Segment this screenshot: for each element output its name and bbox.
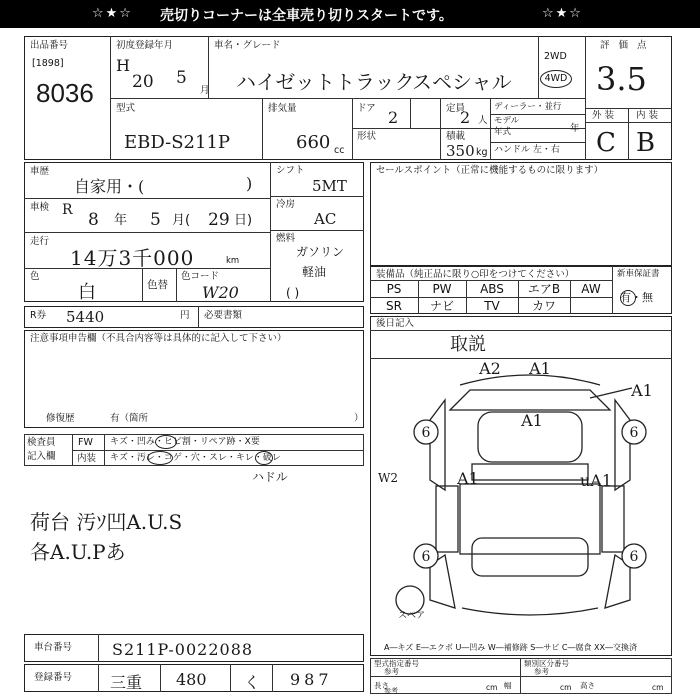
disp-unit: cc — [334, 145, 345, 156]
mark-w2: W2 — [378, 471, 398, 485]
chassis-value: S211P-0022088 — [112, 640, 254, 659]
inspector-label-1: 検査員 — [27, 437, 56, 448]
equipment-item: SR — [386, 298, 402, 313]
scuff-circle-mark — [255, 451, 273, 465]
right-front-fender — [615, 400, 630, 490]
equipment-label: 装備品（純正品に限り○印をつけてください） — [376, 269, 575, 280]
model-year-label2: 年式 — [494, 127, 512, 137]
cm-2: cm — [560, 683, 572, 692]
score: 3.5 — [596, 60, 647, 98]
tire-mark: 6 — [421, 425, 431, 441]
right-bed-side — [602, 486, 624, 552]
grade: スペシャル — [412, 70, 512, 94]
registration-number: 987 — [290, 670, 333, 689]
type-value: EBD-S211P — [124, 132, 231, 153]
insp-day-unit: 日) — [234, 213, 253, 228]
tire-mark: 6 — [421, 549, 431, 565]
lot-number: 8036 — [36, 78, 94, 108]
length-label: 長さ — [374, 681, 389, 690]
windshield — [472, 464, 588, 480]
banner-text: 売切りコーナーは全車売り切りスタートです。 — [160, 8, 453, 24]
stain-circle-mark — [147, 451, 173, 465]
registration-label: 登録番号 — [34, 672, 73, 683]
interior-grade: B — [636, 128, 656, 158]
insp-month-unit: 月( — [172, 213, 191, 228]
equipment-item: カワ — [531, 299, 556, 313]
handwritten-note-1: 荷台 汚ｿ凹A.U.S — [30, 510, 183, 534]
color-label: 色 — [30, 271, 40, 282]
doors-value: 2 — [388, 108, 399, 127]
tailgate — [472, 538, 588, 576]
after-note-value: 取説 — [450, 334, 486, 355]
fw-label: FW — [78, 437, 93, 448]
month-unit: 月 — [200, 85, 210, 96]
registration-class: 480 — [176, 670, 207, 689]
mileage-value: 14万3千000 — [70, 246, 195, 270]
new-warranty-value: 有・無 — [620, 291, 653, 304]
type-note-label: 型式指定番号 — [374, 659, 419, 668]
spare-circle — [396, 586, 424, 614]
left-front-fender — [430, 400, 445, 490]
r-ticket-value: 5440 — [66, 308, 105, 326]
bed — [460, 484, 600, 554]
mileage-unit: km — [226, 256, 240, 266]
notes-box — [24, 330, 364, 428]
equipment-item: TV — [484, 298, 500, 313]
shape-label: 形状 — [357, 131, 377, 142]
tire-mark: 6 — [629, 549, 639, 565]
load-unit: kg — [476, 147, 488, 158]
model-grade-label: 車名・グレード — [214, 40, 281, 51]
history-label: 車歴 — [30, 166, 50, 177]
equipment-item: PS — [386, 281, 402, 296]
car-diagram — [378, 359, 660, 630]
ref-label-3: 参考 — [384, 687, 398, 695]
lot-label: 出品番号 — [30, 40, 69, 51]
shift-value: 5MT — [312, 177, 347, 195]
type-label: 型式 — [116, 103, 136, 114]
registration-region: 三重 — [110, 673, 143, 692]
load-value: 350 — [446, 142, 475, 160]
dealer-label: ディーラー・並行 — [494, 102, 562, 112]
interior-label: 内 装 — [636, 110, 659, 121]
sales-point-box — [370, 162, 672, 266]
mark-a1-right: A1 — [631, 381, 653, 400]
equipment-item: PW — [432, 281, 452, 296]
mileage-label: 走行 — [30, 236, 50, 247]
drive-4wd-circled: 4WD — [540, 70, 572, 88]
rear-bumper — [462, 608, 598, 615]
shift-label: シフト — [276, 165, 305, 176]
fuel-value2: 軽油 — [302, 265, 327, 279]
repair-label: 修復歴 — [46, 413, 75, 424]
inspector-label-2: 記入欄 — [27, 451, 56, 462]
first-reg-month: 5 — [176, 68, 187, 88]
banner-stars-left: ☆★☆ — [92, 6, 133, 21]
ref-label-2: 参考 — [534, 667, 549, 676]
equipment-item: ABS — [480, 281, 504, 296]
model-year-unit: 年 — [570, 123, 580, 134]
fuel-value1: ガソリン — [296, 245, 345, 259]
equipment-item: エアB — [527, 282, 561, 296]
insp-year-unit: 年 — [114, 213, 128, 228]
model-year-label: モデル — [494, 116, 520, 126]
in-label: 内装 — [77, 453, 97, 464]
era: H — [116, 56, 130, 75]
color-value: 白 — [78, 282, 96, 303]
repair-value: 有（箇所 — [110, 413, 149, 424]
registration-kana: く — [244, 673, 261, 692]
repair-close: ） — [354, 413, 364, 424]
height-label: 高さ — [580, 681, 595, 690]
equipment-item: ナビ — [429, 299, 454, 313]
first-reg-label: 初度登録年月 — [116, 40, 174, 51]
exterior-label: 外 装 — [592, 110, 615, 121]
cm-1: cm — [486, 683, 498, 692]
capacity-label: 定員 — [446, 103, 466, 114]
in-text: キズ・汚レ・コゲ・穴・スレ・キレ・破レ — [110, 453, 281, 463]
new-warranty-label: 新車保証書 — [617, 269, 660, 279]
ref-label-1: 参考 — [384, 667, 399, 676]
insp-day: 29 — [208, 210, 230, 230]
essentials-label: 必要書類 — [204, 310, 243, 321]
disp-label: 排気量 — [268, 103, 297, 114]
score-label: 評 価 点 — [600, 40, 650, 51]
r-ticket-label: R券 — [30, 310, 47, 321]
capacity-unit: 人 — [478, 115, 488, 126]
equipment-item: AW — [581, 281, 601, 296]
history-value: 自家用・( — [74, 177, 145, 196]
inspection-label: 車検 — [30, 202, 50, 213]
drive-2wd: 2WD — [544, 51, 567, 62]
cm-3: cm — [652, 683, 664, 692]
width-label: 幅 — [504, 681, 512, 690]
fuel-label: 燃料 — [276, 233, 296, 244]
mark-a2: A2 — [479, 359, 501, 378]
class-label: 類別区分番号 — [524, 659, 569, 668]
spare-label: スペア — [398, 611, 426, 621]
ac-value: AC — [314, 210, 337, 228]
front-panel — [450, 390, 610, 410]
banner — [0, 0, 700, 28]
banner-stars-right: ☆★☆ — [542, 6, 583, 21]
mark-a1-left: A1 — [457, 469, 479, 488]
handwritten-note-2: 各A.U.Pあ — [30, 540, 126, 564]
tire-mark: 6 — [629, 425, 639, 441]
after-note-label: 後日記入 — [376, 318, 415, 329]
damage-legend: A―キズ E―エクボ U―凹み W―補修跡 S―サビ C―腐食 XX―交換済 — [384, 643, 638, 652]
mark-a1-top: A1 — [529, 359, 551, 378]
lot-sub: [1898] — [32, 58, 64, 69]
leader-line — [590, 388, 632, 398]
doors-label: ドア — [357, 103, 376, 114]
capacity-value: 2 — [460, 108, 471, 127]
notes-label: 注意事項申告欄（不具合内容等は具体的に記入して下さい） — [30, 333, 287, 344]
insp-year: 8 — [88, 210, 99, 230]
exterior-grade: C — [596, 128, 616, 158]
sales-point-label: セールスポイント（正常に機能するものに限ります） — [376, 165, 604, 176]
history-close: ) — [246, 174, 253, 193]
r-ticket-unit: 円 — [180, 310, 190, 321]
dent-circle-mark — [155, 435, 177, 449]
handle-note: ハドル — [252, 470, 288, 484]
mark-a1-hood: A1 — [521, 411, 543, 430]
ac-label: 冷房 — [276, 199, 296, 210]
handle-label: ハンドル 左・右 — [494, 145, 560, 155]
left-bed-side — [436, 486, 458, 552]
model-name: ハイゼットトラック — [236, 70, 415, 94]
mark-ua1-right: uA1 — [579, 471, 613, 490]
first-reg-year: 20 — [132, 72, 154, 92]
disp-value: 660 — [296, 132, 331, 153]
color-code-label: 色コード — [181, 271, 220, 282]
load-label: 積載 — [446, 131, 466, 142]
chassis-label: 車台番号 — [34, 642, 73, 653]
warranty-circle-mark — [620, 290, 636, 306]
color-code-value: W20 — [202, 283, 239, 302]
color-change-label: 色替 — [147, 279, 168, 291]
insp-era: R — [62, 202, 73, 218]
fw-text: キズ・凹み・ヒビ割・リペア跡・X要 — [110, 437, 260, 447]
fuel-paren: ( ) — [286, 286, 300, 300]
insp-month: 5 — [150, 210, 161, 230]
